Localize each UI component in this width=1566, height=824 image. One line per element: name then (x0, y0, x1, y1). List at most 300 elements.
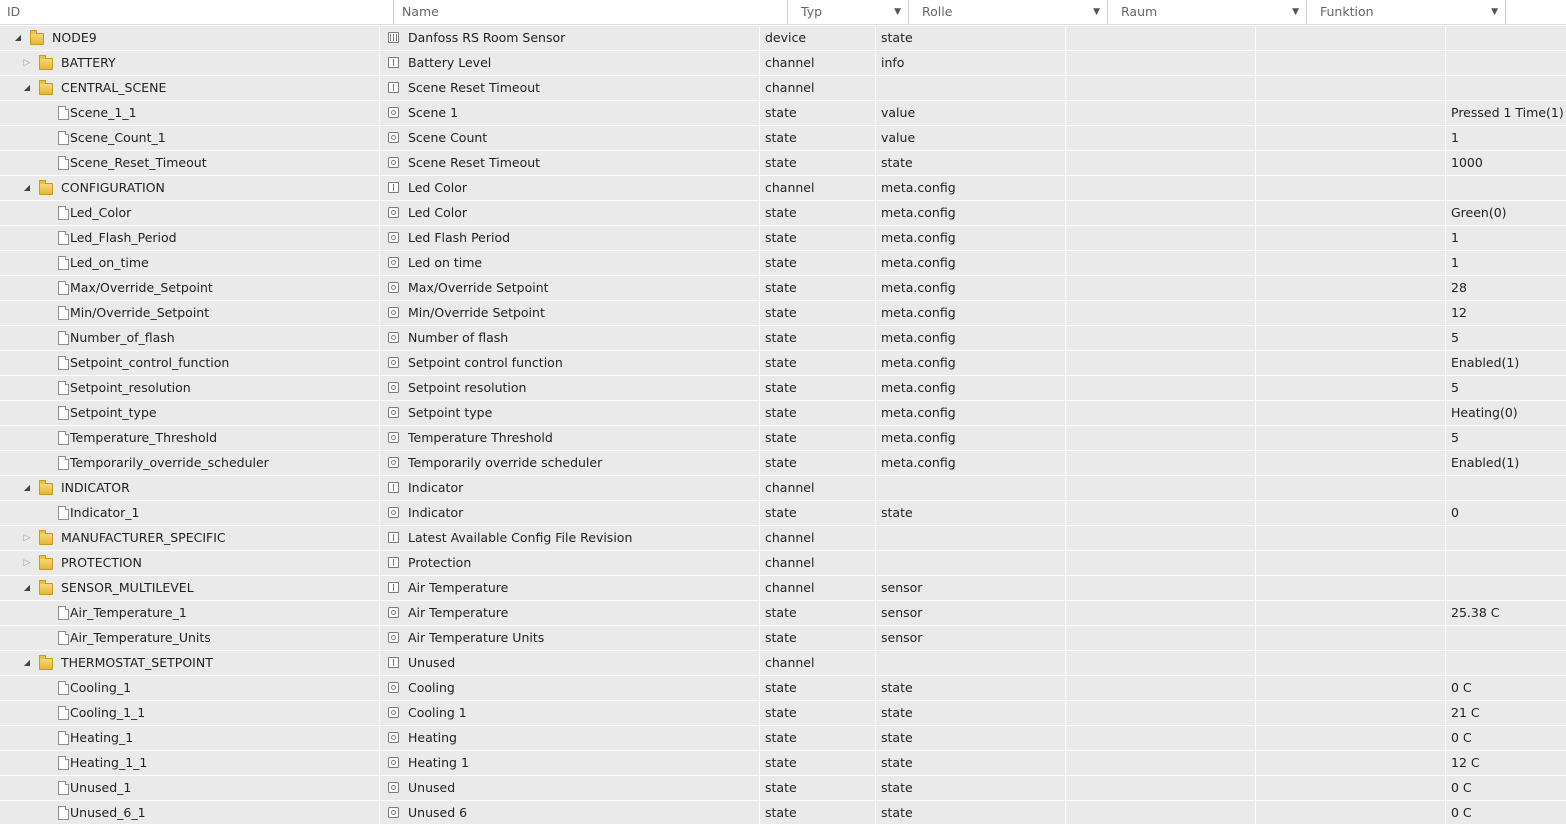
rolle-cell: state (876, 151, 1066, 175)
folder-icon (39, 583, 53, 595)
table-row[interactable] (0, 251, 1566, 276)
file-icon (58, 356, 69, 370)
value-cell[interactable]: 25.38 C (1451, 605, 1500, 620)
object-name: Unused (408, 780, 456, 795)
raum-cell[interactable] (1066, 426, 1256, 450)
value-cell[interactable]: 12 (1451, 305, 1467, 320)
raum-cell[interactable] (1066, 451, 1256, 475)
object-id: Min/Override_Setpoint (70, 305, 210, 320)
funktion-cell[interactable] (1256, 601, 1446, 625)
raum-cell[interactable] (1066, 126, 1256, 150)
id-cell[interactable] (0, 201, 380, 225)
raum-cell[interactable] (1066, 551, 1256, 575)
name-cell[interactable] (380, 451, 760, 475)
table-row[interactable] (0, 451, 1566, 476)
id-cell[interactable] (0, 626, 380, 650)
name-cell[interactable] (380, 76, 760, 100)
value-cell[interactable]: 1000 (1451, 155, 1483, 170)
collapse-arrow-icon[interactable]: ◢ (14, 33, 22, 42)
id-cell[interactable] (0, 26, 380, 50)
object-name: Latest Available Config File Revision (408, 530, 633, 545)
funktion-cell[interactable] (1256, 626, 1446, 650)
object-id: Scene_Reset_Timeout (70, 155, 207, 170)
name-cell[interactable] (380, 726, 760, 750)
funktion-cell[interactable] (1256, 51, 1446, 75)
table-row[interactable] (0, 176, 1566, 201)
state-icon (388, 507, 399, 518)
raum-cell[interactable] (1066, 301, 1256, 325)
typ-cell: state (760, 451, 876, 475)
funktion-cell[interactable] (1256, 401, 1446, 425)
file-icon (58, 306, 69, 320)
value-cell[interactable]: 28 (1451, 280, 1467, 295)
funktion-cell[interactable] (1256, 376, 1446, 400)
table-row[interactable] (0, 526, 1566, 551)
object-name: Scene Reset Timeout (408, 80, 541, 95)
raum-cell[interactable] (1066, 801, 1256, 824)
state-icon (388, 432, 399, 443)
value-cell[interactable]: Pressed 1 Time(1) (1451, 105, 1564, 120)
raum-cell[interactable] (1066, 626, 1256, 650)
rolle-cell: info (876, 51, 1066, 75)
file-icon (58, 756, 69, 770)
object-name: Setpoint control function (408, 355, 563, 370)
object-id: Temporarily_override_scheduler (70, 455, 269, 470)
table-row[interactable] (0, 701, 1566, 726)
name-cell[interactable] (380, 476, 760, 500)
state-icon (388, 332, 399, 343)
raum-cell[interactable] (1066, 176, 1256, 200)
name-cell[interactable] (380, 551, 760, 575)
id-cell[interactable] (0, 576, 380, 600)
rolle-cell: state (876, 801, 1066, 824)
id-cell[interactable] (0, 501, 380, 525)
id-cell[interactable] (0, 426, 380, 450)
id-cell[interactable] (0, 751, 380, 775)
funktion-cell[interactable] (1256, 751, 1446, 775)
funktion-cell[interactable] (1256, 151, 1446, 175)
table-row[interactable] (0, 576, 1566, 601)
raum-cell[interactable] (1066, 576, 1256, 600)
typ-cell: state (760, 126, 876, 150)
table-row[interactable] (0, 501, 1566, 526)
funktion-cell[interactable] (1256, 126, 1446, 150)
object-name: Setpoint type (408, 405, 493, 420)
typ-cell: channel (760, 651, 876, 675)
object-name: Air Temperature Units (408, 630, 545, 645)
table-row[interactable] (0, 101, 1566, 126)
raum-cell[interactable] (1066, 476, 1256, 500)
column-header-typ[interactable] (788, 0, 909, 24)
column-header-funktion[interactable] (1307, 0, 1506, 24)
collapse-arrow-icon[interactable]: ◢ (23, 583, 31, 592)
value-cell[interactable] (1446, 626, 1566, 650)
id-cell[interactable] (0, 276, 380, 300)
raum-cell[interactable] (1066, 226, 1256, 250)
object-name: Led Flash Period (408, 230, 511, 245)
object-name: Danfoss RS Room Sensor (408, 30, 566, 45)
name-cell[interactable] (380, 276, 760, 300)
state-icon (388, 732, 399, 743)
funktion-filter-icon[interactable]: ▼ (1491, 7, 1498, 17)
table-row[interactable] (0, 601, 1566, 626)
table-row[interactable] (0, 51, 1566, 76)
table-row[interactable] (0, 226, 1566, 251)
funktion-cell[interactable] (1256, 551, 1446, 575)
file-icon (58, 256, 69, 270)
id-cell[interactable] (0, 701, 380, 725)
name-cell[interactable] (380, 526, 760, 550)
funktion-cell[interactable] (1256, 726, 1446, 750)
typ-filter-icon[interactable]: ▼ (894, 7, 901, 17)
name-cell[interactable] (380, 501, 760, 525)
id-cell[interactable] (0, 401, 380, 425)
value-cell[interactable]: Enabled(1) (1451, 455, 1520, 470)
typ-cell: state (760, 601, 876, 625)
name-cell[interactable] (380, 801, 760, 824)
funktion-cell[interactable] (1256, 676, 1446, 700)
typ-cell: state (760, 501, 876, 525)
name-cell[interactable] (380, 401, 760, 425)
value-cell[interactable] (1446, 176, 1566, 200)
id-cell[interactable] (0, 376, 380, 400)
object-id: Heating_1 (70, 730, 134, 745)
funktion-cell[interactable] (1256, 576, 1446, 600)
folder-icon (30, 33, 44, 45)
raum-cell[interactable] (1066, 501, 1256, 525)
raum-cell[interactable] (1066, 676, 1256, 700)
state-icon (388, 307, 399, 318)
table-row[interactable] (0, 276, 1566, 301)
funktion-cell[interactable] (1256, 701, 1446, 725)
typ-cell: channel (760, 176, 876, 200)
file-icon (58, 706, 69, 720)
id-cell[interactable] (0, 801, 380, 824)
channel-icon (388, 657, 399, 668)
name-cell[interactable] (380, 751, 760, 775)
table-row[interactable] (0, 626, 1566, 651)
id-cell[interactable] (0, 676, 380, 700)
funktion-cell[interactable] (1256, 176, 1446, 200)
raum-cell[interactable] (1066, 276, 1256, 300)
typ-cell: state (760, 801, 876, 824)
name-cell[interactable] (380, 151, 760, 175)
id-cell[interactable] (0, 126, 380, 150)
funktion-cell[interactable] (1256, 651, 1446, 675)
table-row[interactable] (0, 776, 1566, 801)
collapse-arrow-icon[interactable]: ◢ (23, 483, 31, 492)
expand-arrow-icon[interactable]: ▷ (23, 558, 31, 568)
expand-arrow-icon[interactable]: ▷ (23, 58, 31, 68)
table-row[interactable] (0, 351, 1566, 376)
object-id: Heating_1_1 (70, 755, 148, 770)
value-cell[interactable]: Green(0) (1451, 205, 1507, 220)
raum-cell[interactable] (1066, 51, 1256, 75)
typ-cell: state (760, 301, 876, 325)
table-row[interactable] (0, 426, 1566, 451)
raum-cell[interactable] (1066, 776, 1256, 800)
funktion-cell[interactable] (1256, 776, 1446, 800)
object-id: Max/Override_Setpoint (70, 280, 213, 295)
channel-icon (388, 57, 399, 68)
id-cell[interactable] (0, 551, 380, 575)
column-header-rolle[interactable] (909, 0, 1108, 24)
id-cell[interactable] (0, 51, 380, 75)
table-row[interactable] (0, 151, 1566, 176)
value-cell[interactable]: 5 (1451, 430, 1459, 445)
raum-cell[interactable] (1066, 526, 1256, 550)
rolle-cell: state (876, 726, 1066, 750)
folder-icon (39, 183, 53, 195)
value-cell[interactable] (1446, 526, 1566, 550)
table-row[interactable] (0, 376, 1566, 401)
object-name: Temporarily override scheduler (408, 455, 603, 470)
folder-icon (39, 83, 53, 95)
table-row[interactable] (0, 651, 1566, 676)
raum-filter-icon[interactable]: ▼ (1292, 7, 1299, 17)
folder-icon (39, 58, 53, 70)
value-cell[interactable]: Heating(0) (1451, 405, 1518, 420)
table-row[interactable] (0, 301, 1566, 326)
funktion-cell[interactable] (1256, 201, 1446, 225)
name-cell[interactable] (380, 776, 760, 800)
table-row[interactable] (0, 801, 1566, 824)
id-cell[interactable] (0, 176, 380, 200)
funktion-cell[interactable] (1256, 251, 1446, 275)
name-cell[interactable] (380, 326, 760, 350)
rolle-cell: meta.config (876, 251, 1066, 275)
raum-cell[interactable] (1066, 601, 1256, 625)
state-icon (388, 632, 399, 643)
folder-icon (39, 658, 53, 670)
typ-cell: state (760, 401, 876, 425)
rolle-cell: meta.config (876, 301, 1066, 325)
id-cell[interactable] (0, 451, 380, 475)
value-cell[interactable]: 21 C (1451, 705, 1480, 720)
table-row[interactable] (0, 201, 1566, 226)
object-name: Led Color (408, 180, 467, 195)
column-header-name[interactable] (394, 0, 788, 24)
name-cell[interactable] (380, 201, 760, 225)
file-icon (58, 456, 69, 470)
typ-cell: state (760, 351, 876, 375)
funktion-cell[interactable] (1256, 76, 1446, 100)
funktion-cell[interactable] (1256, 801, 1446, 824)
state-icon (388, 157, 399, 168)
object-id: Number_of_flash (70, 330, 175, 345)
rolle-cell: meta.config (876, 426, 1066, 450)
table-row[interactable] (0, 726, 1566, 751)
file-icon (58, 231, 69, 245)
object-name: Min/Override Setpoint (408, 305, 545, 320)
channel-icon (388, 82, 399, 93)
value-cell[interactable] (1446, 26, 1566, 50)
state-icon (388, 207, 399, 218)
name-cell[interactable] (380, 576, 760, 600)
state-icon (388, 357, 399, 368)
id-cell[interactable] (0, 251, 380, 275)
name-cell[interactable] (380, 226, 760, 250)
rolle-cell: state (876, 776, 1066, 800)
value-cell[interactable]: 5 (1451, 380, 1459, 395)
table-row[interactable] (0, 26, 1566, 51)
expand-arrow-icon[interactable]: ▷ (23, 533, 31, 543)
rolle-cell: meta.config (876, 326, 1066, 350)
collapse-arrow-icon[interactable]: ◢ (23, 658, 31, 667)
id-cell[interactable] (0, 101, 380, 125)
rolle-cell: state (876, 751, 1066, 775)
column-header-id[interactable] (0, 0, 394, 24)
id-cell[interactable] (0, 326, 380, 350)
id-cell[interactable] (0, 351, 380, 375)
raum-cell[interactable] (1066, 26, 1256, 50)
name-cell[interactable] (380, 26, 760, 50)
value-cell[interactable] (1446, 76, 1566, 100)
raum-cell[interactable] (1066, 751, 1256, 775)
object-id: Scene_Count_1 (70, 130, 166, 145)
raum-cell[interactable] (1066, 401, 1256, 425)
table-row[interactable] (0, 551, 1566, 576)
value-cell[interactable]: 1 (1451, 255, 1459, 270)
file-icon (58, 681, 69, 695)
id-cell[interactable] (0, 76, 380, 100)
typ-cell: state (760, 751, 876, 775)
rolle-cell: meta.config (876, 201, 1066, 225)
table-header (0, 0, 1566, 25)
raum-cell[interactable] (1066, 326, 1256, 350)
funktion-cell[interactable] (1256, 276, 1446, 300)
raum-cell[interactable] (1066, 251, 1256, 275)
id-cell[interactable] (0, 601, 380, 625)
name-cell[interactable] (380, 376, 760, 400)
rolle-cell: state (876, 676, 1066, 700)
name-cell[interactable] (380, 176, 760, 200)
value-cell[interactable] (1446, 551, 1566, 575)
state-icon (388, 257, 399, 268)
name-cell[interactable] (380, 51, 760, 75)
object-name: Heating (408, 730, 457, 745)
table-row[interactable] (0, 401, 1566, 426)
object-id: Unused_6_1 (70, 805, 146, 820)
rolle-cell (876, 526, 1066, 550)
id-cell[interactable] (0, 151, 380, 175)
column-header-raum[interactable] (1108, 0, 1307, 24)
table-row[interactable] (0, 676, 1566, 701)
id-cell[interactable] (0, 651, 380, 675)
value-cell[interactable]: Enabled(1) (1451, 355, 1520, 370)
raum-cell[interactable] (1066, 101, 1256, 125)
name-cell[interactable] (380, 301, 760, 325)
funktion-cell[interactable] (1256, 26, 1446, 50)
id-cell[interactable] (0, 776, 380, 800)
file-icon (58, 381, 69, 395)
value-cell[interactable]: 0 C (1451, 730, 1472, 745)
raum-cell[interactable] (1066, 726, 1256, 750)
rolle-cell (876, 651, 1066, 675)
value-cell[interactable]: 5 (1451, 330, 1459, 345)
file-icon (58, 631, 69, 645)
value-cell[interactable]: 1 (1451, 230, 1459, 245)
table-row[interactable] (0, 76, 1566, 101)
id-cell[interactable] (0, 476, 380, 500)
name-cell[interactable] (380, 601, 760, 625)
raum-cell[interactable] (1066, 701, 1256, 725)
table-row[interactable] (0, 326, 1566, 351)
raum-cell[interactable] (1066, 201, 1256, 225)
column-header-id-label: ID (7, 4, 21, 19)
id-cell[interactable] (0, 526, 380, 550)
name-cell[interactable] (380, 626, 760, 650)
rolle-cell: meta.config (876, 401, 1066, 425)
funktion-cell[interactable] (1256, 301, 1446, 325)
value-cell[interactable]: 0 C (1451, 805, 1472, 820)
typ-cell: channel (760, 476, 876, 500)
file-icon (58, 781, 69, 795)
object-name: Scene 1 (408, 105, 459, 120)
raum-cell[interactable] (1066, 651, 1256, 675)
rolle-cell: sensor (876, 626, 1066, 650)
funktion-cell[interactable] (1256, 326, 1446, 350)
funktion-cell[interactable] (1256, 351, 1446, 375)
id-cell[interactable] (0, 301, 380, 325)
collapse-arrow-icon[interactable]: ◢ (23, 183, 31, 192)
object-name: Led on time (408, 255, 483, 270)
value-cell[interactable]: 1 (1451, 130, 1459, 145)
rolle-filter-icon[interactable]: ▼ (1093, 7, 1100, 17)
object-id: Scene_1_1 (70, 105, 137, 120)
object-id: CENTRAL_SCENE (61, 80, 167, 95)
funktion-cell[interactable] (1256, 451, 1446, 475)
raum-cell[interactable] (1066, 376, 1256, 400)
value-cell[interactable] (1446, 476, 1566, 500)
funktion-cell[interactable] (1256, 226, 1446, 250)
value-cell[interactable]: 12 C (1451, 755, 1480, 770)
value-cell[interactable] (1446, 576, 1566, 600)
table-row[interactable] (0, 476, 1566, 501)
name-cell[interactable] (380, 426, 760, 450)
name-cell[interactable] (380, 701, 760, 725)
name-cell[interactable] (380, 126, 760, 150)
name-cell[interactable] (380, 351, 760, 375)
name-cell[interactable] (380, 251, 760, 275)
value-cell[interactable] (1446, 651, 1566, 675)
name-cell[interactable] (380, 676, 760, 700)
funktion-cell[interactable] (1256, 426, 1446, 450)
id-cell[interactable] (0, 726, 380, 750)
channel-icon (388, 182, 399, 193)
file-icon (58, 206, 69, 220)
rolle-cell: value (876, 101, 1066, 125)
value-cell[interactable]: 0 C (1451, 780, 1472, 795)
rolle-cell: sensor (876, 601, 1066, 625)
funktion-cell[interactable] (1256, 476, 1446, 500)
name-cell[interactable] (380, 651, 760, 675)
table-row[interactable] (0, 751, 1566, 776)
funktion-cell[interactable] (1256, 526, 1446, 550)
funktion-cell[interactable] (1256, 101, 1446, 125)
raum-cell[interactable] (1066, 151, 1256, 175)
value-cell[interactable] (1446, 51, 1566, 75)
name-cell[interactable] (380, 101, 760, 125)
collapse-arrow-icon[interactable]: ◢ (23, 83, 31, 92)
id-cell[interactable] (0, 226, 380, 250)
table-row[interactable] (0, 126, 1566, 151)
raum-cell[interactable] (1066, 351, 1256, 375)
funktion-cell[interactable] (1256, 501, 1446, 525)
value-cell[interactable]: 0 C (1451, 680, 1472, 695)
raum-cell[interactable] (1066, 76, 1256, 100)
value-cell[interactable]: 0 (1451, 505, 1459, 520)
